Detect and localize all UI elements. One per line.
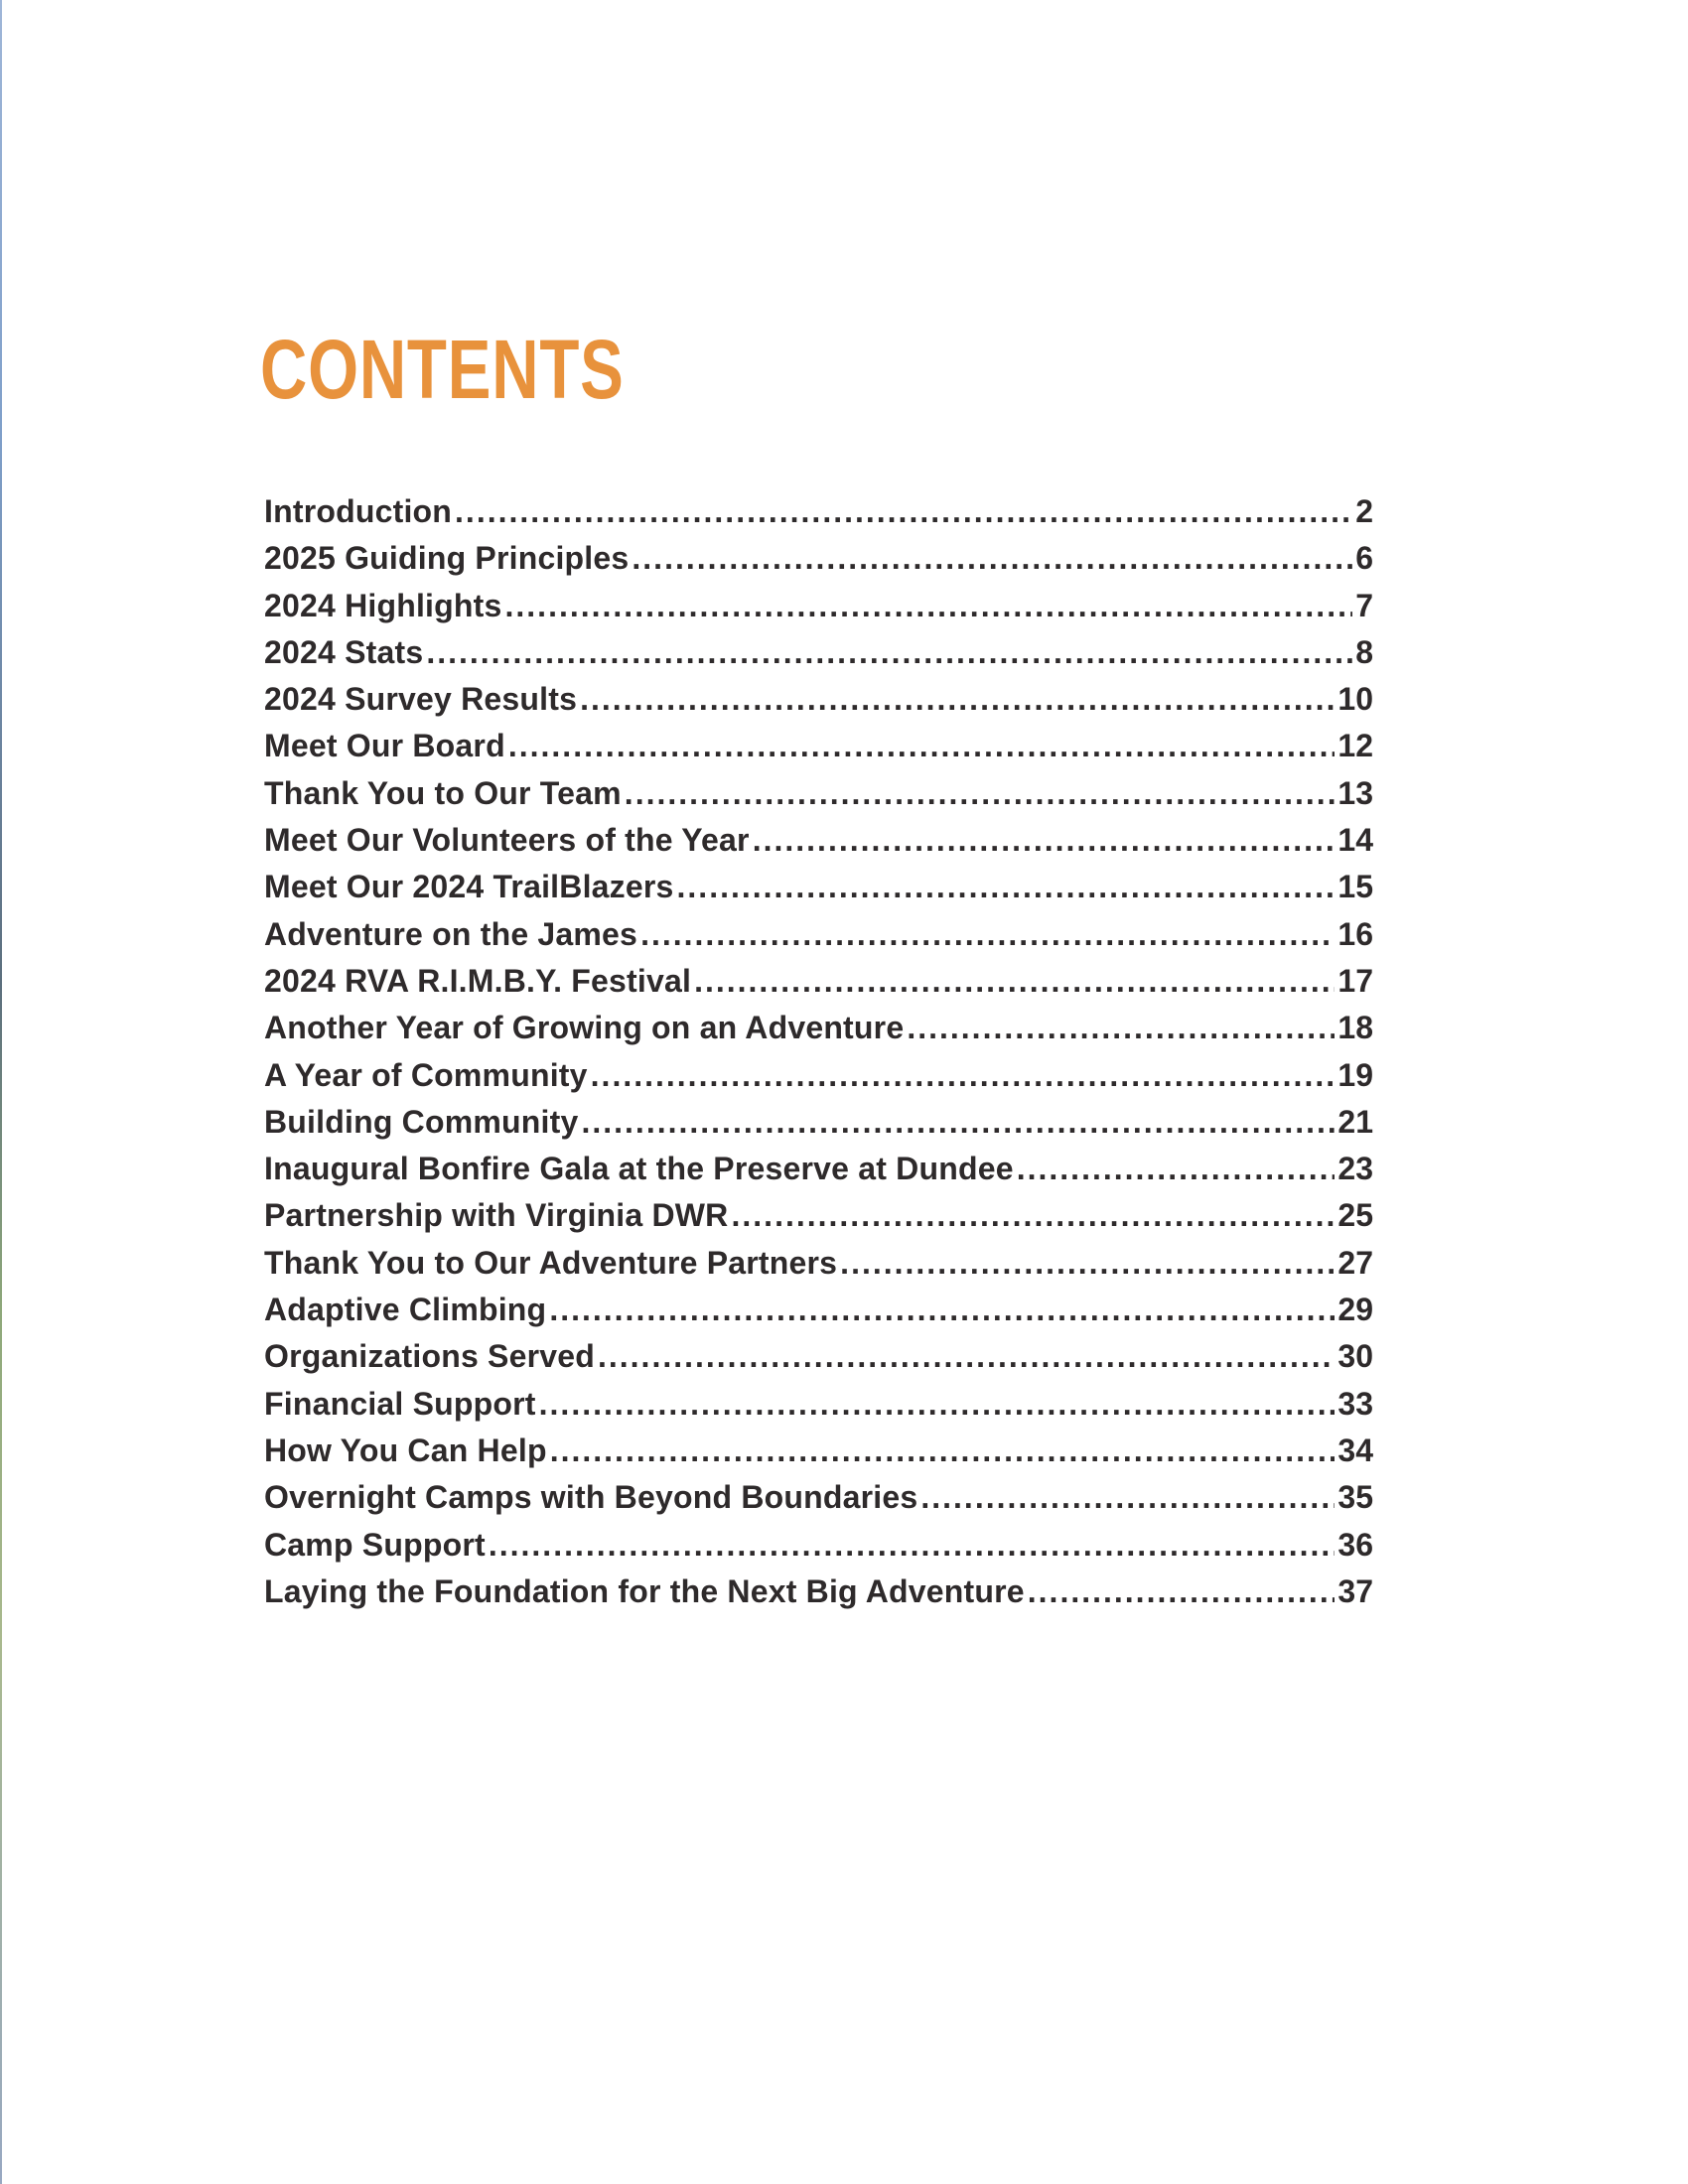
toc-entry-page-number: 37 [1337,1572,1373,1609]
toc-dot-leader [640,911,1335,958]
toc-entry-title: Meet Our Board [264,728,505,764]
toc-entry [264,1333,1373,1380]
toc-entry-title: Partnership with Virginia DWR [264,1197,729,1234]
toc-entry-page-number: 21 [1337,1103,1373,1140]
toc-dot-leader [539,1381,1336,1428]
toc-entry-title: 2024 Stats [264,633,424,670]
toc-entry [264,676,1373,723]
toc-entry [264,817,1373,864]
toc-entry-page-number: 16 [1337,915,1373,952]
toc-entry [264,1099,1373,1146]
toc-entry-title: Introduction [264,493,453,529]
toc-entry-title: Building Community [264,1103,579,1140]
toc-entry-title: Overnight Camps with Beyond Boundaries [264,1479,918,1516]
toc-entry-title: Camp Support [264,1526,486,1563]
toc-entry-page-number: 17 [1337,962,1373,999]
toc-entry-title: A Year of Community [264,1056,588,1093]
toc-entry-page-number: 35 [1337,1479,1373,1516]
toc-entry-title: Meet Our Volunteers of the Year [264,822,750,859]
toc-entry-title: Laying the Foundation for the Next Big Adventure [264,1572,1025,1609]
toc-entry-page-number: 15 [1337,869,1373,905]
toc-entry [264,583,1373,629]
toc-entry-page-number: 14 [1337,822,1373,859]
toc-entry-page-number: 34 [1337,1432,1373,1468]
toc-dot-leader [426,629,1352,676]
toc-entry [264,911,1373,958]
toc-dot-leader [580,676,1335,723]
toc-entry-title: How You Can Help [264,1432,547,1468]
toc-dot-leader [550,1428,1336,1474]
toc-entry [264,1287,1373,1333]
toc-dot-leader [591,1052,1336,1099]
toc-entry [264,723,1373,769]
toc-entry-page-number: 6 [1355,540,1373,577]
toc-entry-page-number: 29 [1337,1292,1373,1328]
toc-entry-page-number: 23 [1337,1151,1373,1187]
toc-dot-leader [920,1474,1335,1521]
toc-dot-leader [489,1522,1336,1569]
toc-entry-title: 2024 RVA R.I.M.B.Y. Festival [264,962,692,999]
toc-entry-title: Meet Our 2024 TrailBlazers [264,869,674,905]
toc-dot-leader [677,864,1336,910]
toc-entry [264,488,1373,535]
table-of-contents [264,488,1373,1615]
toc-entry-page-number: 33 [1337,1385,1373,1422]
toc-entry [264,1005,1373,1051]
toc-entry-page-number: 19 [1337,1056,1373,1093]
toc-entry [264,535,1373,582]
toc-dot-leader [694,958,1335,1005]
toc-entry [264,1146,1373,1192]
toc-entry-page-number: 8 [1355,633,1373,670]
toc-entry [264,1192,1373,1239]
toc-entry-title: 2024 Survey Results [264,681,578,718]
toc-entry-page-number: 36 [1337,1526,1373,1563]
toc-entry [264,958,1373,1005]
toc-entry-title: Adaptive Climbing [264,1292,547,1328]
toc-entry-page-number: 10 [1337,681,1373,718]
page-edge-strip [0,0,2,2184]
toc-entry-page-number: 25 [1337,1197,1373,1234]
toc-entry-title: Organizations Served [264,1338,595,1375]
toc-entry-title: Adventure on the James [264,915,638,952]
toc-entry [264,770,1373,817]
toc-entry-page-number: 12 [1337,728,1373,764]
toc-dot-leader [1028,1569,1336,1615]
toc-dot-leader [1017,1146,1336,1192]
toc-entry [264,1569,1373,1615]
toc-entry [264,1474,1373,1521]
toc-dot-leader [455,488,1352,535]
toc-entry-title: 2025 Guiding Principles [264,540,630,577]
toc-dot-leader [625,770,1336,817]
toc-dot-leader [508,723,1336,769]
toc-entry [264,629,1373,676]
toc-dot-leader [732,1192,1336,1239]
toc-entry-page-number: 13 [1337,774,1373,811]
toc-entry-page-number: 30 [1337,1338,1373,1375]
toc-entry [264,1522,1373,1569]
toc-dot-leader [907,1005,1335,1051]
toc-entry-page-number: 7 [1355,587,1373,623]
toc-entry [264,864,1373,910]
toc-entry [264,1052,1373,1099]
toc-entry-title: Another Year of Growing on an Adventure [264,1010,905,1046]
toc-entry [264,1381,1373,1428]
toc-entry [264,1240,1373,1287]
toc-entry-title: 2024 Highlights [264,587,502,623]
toc-entry-page-number: 2 [1355,493,1373,529]
page-title: CONTENTS [260,323,625,416]
toc-entry-title: Thank You to Our Adventure Partners [264,1244,838,1281]
toc-entry-page-number: 27 [1337,1244,1373,1281]
toc-entry-title: Inaugural Bonfire Gala at the Preserve at Dundee [264,1151,1014,1187]
toc-entry-title: Financial Support [264,1385,536,1422]
toc-dot-leader [840,1240,1335,1287]
toc-dot-leader [505,583,1353,629]
toc-dot-leader [581,1099,1335,1146]
toc-dot-leader [632,535,1352,582]
toc-dot-leader [753,817,1336,864]
toc-entry-title: Thank You to Our Team [264,774,622,811]
toc-dot-leader [549,1287,1335,1333]
toc-entry-page-number: 18 [1337,1010,1373,1046]
toc-entry [264,1428,1373,1474]
toc-dot-leader [598,1333,1335,1380]
